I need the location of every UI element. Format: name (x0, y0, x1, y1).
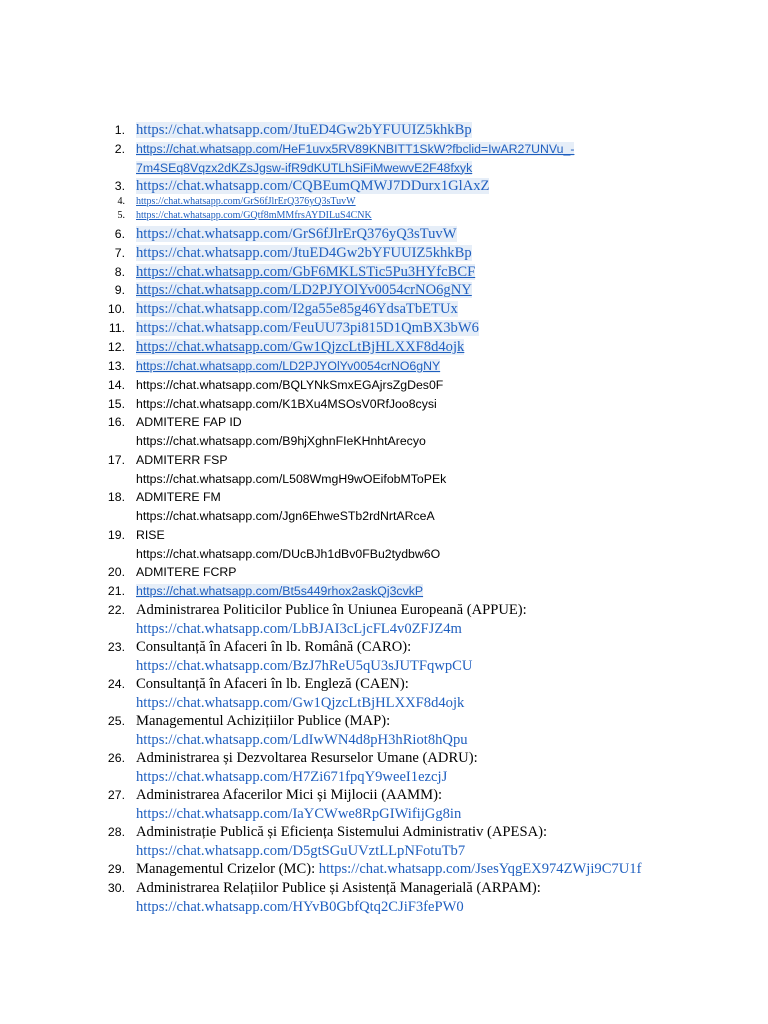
whatsapp-link[interactable]: https://chat.whatsapp.com/FeuUU73pi815D1QmBX3bW6 (136, 320, 479, 336)
list-item-line (136, 620, 527, 639)
list-item-line (136, 898, 541, 917)
list-item-number: 26. (107, 751, 125, 765)
whatsapp-link[interactable]: https://chat.whatsapp.com/LbBJAI3cLjcFL4v0ZFJZ4m (136, 620, 462, 637)
whatsapp-link[interactable]: https://chat.whatsapp.com/GbF6MKLSTic5Pu3HYfcBCF (136, 264, 476, 280)
list-item-line (136, 357, 440, 376)
whatsapp-link[interactable]: https://chat.whatsapp.com/JsesYqgEX974ZWji9C7U1f (318, 861, 642, 877)
list-item-number: 15. (107, 397, 125, 411)
list-item-number: 9. (114, 283, 125, 297)
list-item-content (136, 263, 475, 282)
list-item-line (136, 432, 426, 451)
item-text: Administrarea Relațiilor Publice și Asistență Managerială (ARPAM): (136, 880, 541, 896)
list-item-line (136, 657, 472, 676)
list-item-content (136, 244, 472, 263)
list-item-line (136, 300, 458, 319)
list-item-line (136, 470, 446, 489)
list-item-content (136, 638, 472, 675)
list-item-content (136, 823, 547, 860)
whatsapp-link[interactable]: https://chat.whatsapp.com/LD2PJYOlYv0054crNO6gNY (136, 359, 441, 373)
list-item-line (136, 712, 468, 731)
list-item-number: 6. (114, 227, 125, 241)
list-item-line (136, 121, 472, 140)
item-text: https://chat.whatsapp.com/Jgn6EhweSTb2rdNrtARceA (136, 508, 435, 523)
list-item-line (136, 638, 472, 657)
list-item-line (136, 451, 446, 470)
item-text: https://chat.whatsapp.com/DUcBJh1dBv0FBu2tydbw6O (136, 546, 441, 561)
item-text: RISE (136, 528, 165, 542)
list-item-content (136, 177, 489, 196)
list-item-content (136, 749, 478, 786)
item-text: https://chat.whatsapp.com/BQLYNkSmxEGAjrsZgDes0F (136, 378, 444, 392)
whatsapp-link[interactable]: https://chat.whatsapp.com/CQBEumQMWJ7DDurx1GlAxZ (136, 178, 490, 194)
item-text: https://chat.whatsapp.com/L508WmgH9wOEifobMToPEk (136, 471, 447, 486)
whatsapp-link[interactable]: https://chat.whatsapp.com/D5gtSGuUVztLLpNFotuTb7 (136, 842, 466, 859)
whatsapp-link[interactable]: https://chat.whatsapp.com/JtuED4Gw2bYFUUIZ5khkBp (136, 245, 472, 261)
whatsapp-link[interactable]: https://chat.whatsapp.com/HeF1uvx5RV89KNBITT1SkW?fbclid=IwAR27UNVu_- (136, 142, 575, 156)
list-item-line (136, 319, 479, 338)
item-text: Consultanță în Afaceri în lb. Română (CARO): (136, 639, 412, 655)
item-text: https://chat.whatsapp.com/B9hjXghnFIeKHnhtArecyo (136, 433, 426, 448)
list-item-number: 29. (107, 862, 125, 876)
list-item-line (136, 694, 464, 713)
item-text: ADMITERE FAP ID (136, 415, 242, 429)
list-item-content (136, 601, 527, 638)
list-item-number: 30. (107, 881, 125, 895)
list-item-content (136, 712, 468, 749)
list-item-content (136, 395, 437, 414)
list-item-number: 7. (114, 246, 125, 260)
list-item-line (136, 526, 440, 545)
list-item-content (136, 225, 457, 244)
whatsapp-link[interactable]: https://chat.whatsapp.com/GQtf8mMMfrsAYDILuS4CNK (136, 210, 372, 221)
list-item-number: 24. (107, 677, 125, 691)
list-item-number: 18. (107, 490, 125, 504)
list-item-number: 4. (117, 196, 125, 207)
whatsapp-link[interactable]: https://chat.whatsapp.com/BzJ7hReU5qU3sJUTFqwpCU (136, 657, 473, 674)
item-text: ADMITERE FCRP (136, 565, 237, 579)
whatsapp-link[interactable]: https://chat.whatsapp.com/GrS6fJlrErQ376yQ3sTuvW (136, 196, 356, 207)
list-item-line (136, 860, 641, 879)
list-item-number: 12. (107, 340, 125, 354)
list-item-number: 11. (108, 321, 125, 335)
whatsapp-link[interactable]: https://chat.whatsapp.com/H7Zi671fpqY9weeI1ezcjJ (136, 768, 448, 785)
list-item-line (136, 413, 426, 432)
list-item-line (136, 545, 440, 564)
list-item-content (136, 860, 641, 879)
list-item-line (136, 731, 468, 750)
list-item-content (136, 210, 372, 222)
list-item-content (136, 281, 472, 300)
list-item-content (136, 786, 461, 823)
list-item-number: 28. (107, 825, 125, 839)
list-item-number: 23. (107, 640, 125, 654)
list-item-content (136, 582, 423, 601)
list-item-content (136, 196, 356, 208)
list-item-line (136, 601, 527, 620)
list-item-content (136, 357, 440, 376)
list-item-content (136, 451, 446, 488)
item-text: https://chat.whatsapp.com/K1BXu4MSOsV0RfJoo8cysi (136, 397, 437, 411)
list-item-line (136, 582, 423, 601)
list-item-line (136, 842, 547, 861)
list-item-line (136, 244, 472, 263)
list-item-line (136, 159, 574, 178)
list-item-line (136, 338, 464, 357)
list-item-content (136, 300, 458, 319)
whatsapp-link[interactable]: https://chat.whatsapp.com/Gw1QjzcLtBjHLXXF8d4ojk (136, 694, 465, 711)
list-item-number: 5. (117, 210, 125, 221)
item-text: Consultanță în Afaceri în lb. Engleză (CAEN): (136, 676, 409, 692)
list-item-content (136, 413, 426, 450)
item-text: Administrarea Afacerilor Mici și Mijlocii (AAMM): (136, 787, 442, 803)
list-item-content (136, 563, 236, 582)
item-text: Administrarea Politicilor Publice în Uniunea Europeană (APPUE): (136, 602, 527, 618)
whatsapp-link[interactable]: https://chat.whatsapp.com/GrS6fJlrErQ376yQ3sTuvW (136, 226, 457, 242)
list-item-number: 16. (107, 415, 125, 429)
list-item-line (136, 177, 489, 196)
list-item-line (136, 563, 236, 582)
item-text: Managementul Achizițiilor Publice (MAP): (136, 713, 391, 729)
whatsapp-link[interactable]: https://chat.whatsapp.com/LdIwWN4d8pH3hRiot8hQpu (136, 731, 468, 748)
list-item-line (136, 786, 461, 805)
list-item-number: 1. (114, 123, 125, 137)
whatsapp-link[interactable]: https://chat.whatsapp.com/IaYCWwe8RpGIWifijGg8in (136, 805, 462, 822)
list-item-number: 27. (107, 788, 125, 802)
whatsapp-link[interactable]: 7m4SEq8Vqzx2dKZsJgsw-ifR9dKUTLhSiFiMwewvE2F48fxyk (136, 160, 473, 175)
list-item-content (136, 319, 479, 338)
list-item-line (136, 376, 443, 395)
list-item-content (136, 675, 464, 712)
whatsapp-link[interactable]: https://chat.whatsapp.com/I2ga55e85g46YdsaTbETUx (136, 301, 458, 317)
list-item-line (136, 805, 461, 824)
list-item-content (136, 338, 464, 357)
list-item-number: 20. (107, 565, 125, 579)
item-text: Administrarea și Dezvoltarea Resurselor Umane (ADRU): (136, 750, 478, 766)
list-item-line (136, 488, 435, 507)
list-item-number: 19. (107, 528, 125, 542)
list-item-line (136, 823, 547, 842)
list-item-line (136, 879, 541, 898)
list-item-line (136, 196, 356, 208)
list-item-number: 2. (114, 142, 125, 156)
list-item-number: 13. (107, 359, 125, 373)
list-item-number: 8. (114, 265, 125, 279)
list-item-content (136, 140, 574, 177)
list-item-content (136, 376, 443, 395)
list-item-line (136, 395, 437, 414)
list-item-line (136, 675, 464, 694)
list-item-line (136, 263, 475, 282)
item-text: ADMITERR FSP (136, 453, 228, 467)
whatsapp-link[interactable]: https://chat.whatsapp.com/HYvB0GbfQtq2CJiF3fePW0 (136, 898, 464, 915)
item-text: ADMITERE FM (136, 490, 221, 504)
list-item-number: 3. (114, 179, 125, 193)
whatsapp-link[interactable]: https://chat.whatsapp.com/Gw1QjzcLtBjHLXXF8d4ojk (136, 339, 465, 355)
list-item-line (136, 281, 472, 300)
list-item-number: 14. (107, 378, 125, 392)
list-item-line (136, 507, 435, 526)
whatsapp-link[interactable]: https://chat.whatsapp.com/JtuED4Gw2bYFUUIZ5khkBp (136, 122, 472, 138)
list-item-content (136, 121, 472, 140)
list-item-number: 25. (107, 714, 125, 728)
list-item-line (136, 749, 478, 768)
list-item-number: 21. (107, 584, 125, 598)
item-text: Managementul Crizelor (MC): (136, 861, 319, 877)
item-text: Administrație Publică și Eficiența Sistemului Administrativ (APESA): (136, 824, 548, 840)
list-item-number: 17. (107, 453, 125, 467)
list-item-line (136, 210, 372, 222)
list-item-number: 22. (107, 603, 125, 617)
list-item-line (136, 768, 478, 787)
list-item-content (136, 879, 541, 916)
list-item-number: 10. (107, 302, 125, 316)
list-item-content (136, 488, 435, 525)
list-item-line (136, 225, 457, 244)
list-item-content (136, 526, 440, 563)
whatsapp-link[interactable]: https://chat.whatsapp.com/Bt5s449rhox2askQj3cvkP (136, 584, 424, 598)
whatsapp-link[interactable]: https://chat.whatsapp.com/LD2PJYOlYv0054crNO6gNY (136, 282, 472, 298)
list-item-line (136, 140, 574, 159)
